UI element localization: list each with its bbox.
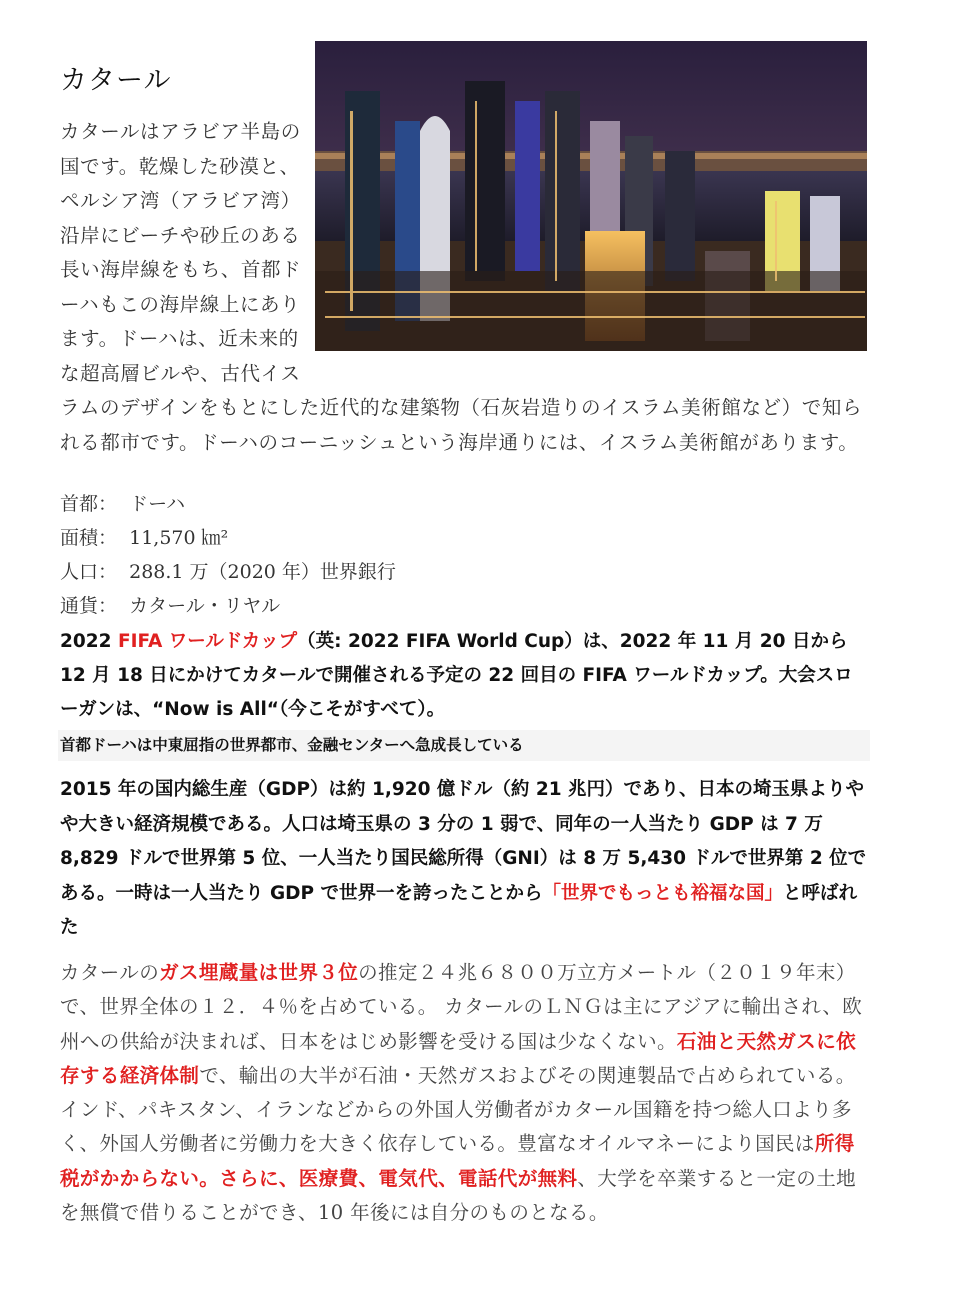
- fact-label: 面積：: [60, 527, 118, 549]
- fact-currency: [60, 589, 396, 623]
- fact-label: 首都：: [60, 493, 118, 515]
- fact-capital: [60, 487, 396, 521]
- fifa-paragraph: [60, 625, 868, 727]
- economy-text: 2015 年の国内総生産（GDP）は約 1,920 億ドル（約 21 兆円）であり、日本の埼玉県よりやや大きい経済規模である。人口は埼玉県の 3 分の 1 弱で、同年の一人当たり GDP は 7 万 8,829 ドルで世界第 5 位、一人当たり国民総所得（GNI）は 8 万 5,430 ドルで世界第 2 位である。一時は一人当たり GDP で世界一を誇ったことから: [60, 779, 867, 904]
- photo-float-space: [303, 115, 868, 391]
- fact-label: 人口：: [60, 561, 118, 583]
- page-title: カタール: [60, 65, 172, 96]
- economy-tail: と呼ばれた: [60, 882, 858, 938]
- country-facts: [60, 487, 396, 623]
- fact-area: [60, 521, 396, 555]
- gas-highlight-1: ガス埋蔵量は世界３位: [159, 961, 359, 984]
- gas-text-3: で、輸出の大半が石油・天然ガスおよびその関連製品で占められている。インド、パキスタン、イランなどからの外国人労働者がカタール国籍を持つ総人口より多く、外国人労働者に労働力を大きく依存している。豊富なオイルマネーにより国民は: [60, 1063, 856, 1156]
- fact-value: 11,570 ㎞²: [129, 527, 229, 549]
- gas-paragraph: [60, 956, 868, 1230]
- fact-value: ドーハ: [129, 493, 186, 515]
- fact-value: カタール・リヤル: [129, 595, 281, 617]
- economy-paragraph: [60, 773, 868, 946]
- fifa-year: 2022: [60, 631, 118, 652]
- intro-text: カタールはアラビア半島の国です。乾燥した砂漠と、ペルシア湾（アラビア湾）沿岸にビーチや砂丘のある長い海岸線をもち、首都ドーハもこの海岸線上にあります。ドーハは、近未来的な超高層ビルや、古代イスラムのデザインをもとにした近代的な建築物（石灰岩造りのイスラム美術館など）で知られる都市です。ドーハのコーニッシュという海岸通りには、イスラム美術館があります。: [60, 120, 863, 454]
- fact-label: 通貨：: [60, 595, 118, 617]
- section-banner: 首都ドーハは中東屈指の世界都市、金融センターへ急成長している: [58, 730, 870, 761]
- intro-paragraph: [60, 115, 868, 460]
- gas-highlight-3: 所得税がかからない。さらに、医療費、電気代、電話代が無料: [60, 1132, 855, 1190]
- fifa-text: （英: 2022 FIFA World Cup）は、2022 年 11 月 20 日から 12 月 18 日にかけてカタールで開催される予定の 22 回目の FIFA ワールドカップ。大会スローガンは、“Now is All“（今こそがすべて）。: [60, 631, 853, 720]
- gas-highlight-2: 石油と天然ガスに依存する経済体制: [60, 1029, 857, 1087]
- gas-text-4: 、大学を卒業すると一定の土地を無償で借りることができ、10 年後には自分のものとなる。: [60, 1166, 857, 1225]
- fifa-link[interactable]: FIFA ワールドカップ: [117, 631, 298, 652]
- gas-text-1: カタールの: [60, 961, 160, 984]
- fact-population: [60, 555, 396, 589]
- economy-highlight: 「世界でもっとも裕福な国」: [542, 882, 783, 904]
- gas-text-2: の推定２４兆６８００万立方メートル（２０１９年末）で、世界全体の１２．４％を占めている。 カタールのＬＮＧは主にアジアに輸出され、欧州への供給が決まれば、日本をはじめ影響を受ける国は少なくない。: [60, 961, 863, 1053]
- fact-value: 288.1 万（2020 年）世界銀行: [129, 561, 396, 583]
